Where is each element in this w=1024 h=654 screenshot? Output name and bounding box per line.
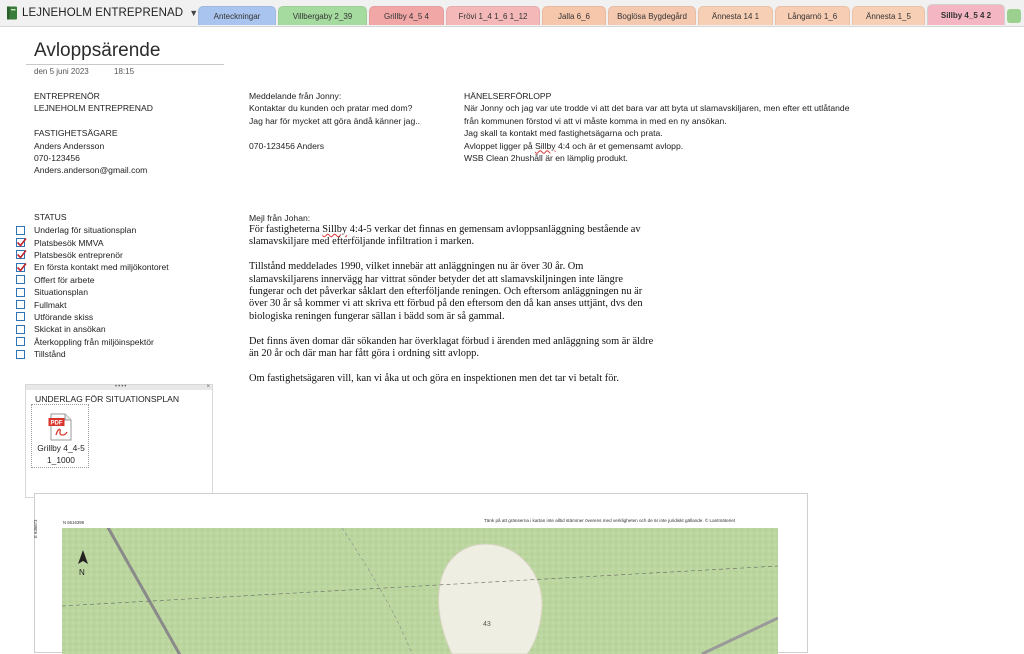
section-tabs xyxy=(198,6,1024,26)
tab-ännesta-1-5[interactable]: Ännesta 1_5 xyxy=(852,6,925,25)
north-label: N xyxy=(79,568,85,577)
email-line xyxy=(249,224,653,236)
map-coordinate-north: N 6616398 xyxy=(63,520,85,525)
status-item[interactable] xyxy=(16,298,169,310)
status-item[interactable] xyxy=(16,249,169,261)
status-item[interactable] xyxy=(16,323,169,335)
entreprenor-name: LEJNEHOLM ENTREPRENAD xyxy=(34,103,153,114)
status-heading: STATUS xyxy=(34,212,67,222)
message-contact: 070-123456 Anders xyxy=(249,140,325,151)
notebook-icon xyxy=(6,6,18,20)
parcel-number: 43 xyxy=(483,621,491,628)
tab-villbergaby-2-39[interactable]: Villbergaby 2_39 xyxy=(278,6,367,25)
email-body[interactable] xyxy=(249,224,653,385)
email-line: Det finns även domar där sökanden har överklagat förbud i ärenden med anläggning som är äldre xyxy=(249,335,654,347)
contacts-block[interactable] xyxy=(34,90,153,177)
history-line: Jag skall ta kontakt med fastighetsägarna och prata. xyxy=(464,128,663,139)
notebook-selector[interactable] xyxy=(6,3,198,23)
checkbox-icon[interactable] xyxy=(16,300,25,309)
svg-text:PDF: PDF xyxy=(50,420,63,427)
email-line: än 20 år och där man har fått göra i ordning sitt avlopp. xyxy=(249,347,479,359)
tab-anteckningar[interactable]: Anteckningar xyxy=(198,6,276,25)
spellcheck-word[interactable]: Sillby xyxy=(535,140,556,151)
history-text: Avloppet ligger på xyxy=(464,140,536,151)
email-line: fungerar och det påverkar såklart den efterföljande reningen. Och eftersom anläggningen nu är xyxy=(249,285,643,297)
email-line: Om fastighetsägaren vill, kan vi åka ut och göra en inspektionen men det tar vi betalt för. xyxy=(249,372,619,384)
container-drag-handle[interactable] xyxy=(26,385,212,390)
message-heading: Meddelande från Jonny: xyxy=(249,91,342,101)
close-icon[interactable]: × xyxy=(206,384,210,390)
checkbox-icon[interactable] xyxy=(16,275,25,284)
attachment-container[interactable] xyxy=(25,384,213,498)
checkbox-icon[interactable] xyxy=(16,312,25,321)
status-item-label: En första kontakt med miljökontoret xyxy=(34,262,169,273)
page-time: 18:15 xyxy=(114,67,135,76)
status-item-label: Platsbesök MMVA xyxy=(34,237,104,248)
status-item-label: Platsbesök entreprenör xyxy=(34,249,123,260)
tab-sillby-4-5-4-2[interactable]: Sillby 4_5 4 2 xyxy=(927,4,1005,25)
history-line-sillby xyxy=(464,140,850,152)
status-item[interactable] xyxy=(16,224,169,236)
tab-ännesta-14-1[interactable]: Ännesta 14 1 xyxy=(698,6,773,25)
email-heading[interactable]: Mejl från Johan: xyxy=(249,213,311,223)
owner-email: Anders.anderson@gmail.com xyxy=(34,165,148,176)
message-line: Jag har för mycket att göra ändå känner jag.. xyxy=(249,115,421,126)
entreprenor-heading: ENTREPRENÖR xyxy=(34,91,100,101)
checkbox-icon[interactable] xyxy=(16,226,25,235)
fastighetsagare-heading: FASTIGHETSÄGARE xyxy=(34,128,118,139)
status-item-label: Tillstånd xyxy=(34,349,66,360)
email-text: 4:4-5 verkar det finnas en gemensam avloppsanläggning bestående av xyxy=(347,224,641,235)
add-section-button[interactable] xyxy=(1007,9,1021,23)
status-item-label: Offert för arbete xyxy=(34,274,95,285)
checkbox-icon[interactable] xyxy=(16,350,25,359)
status-item-label: Underlag för situationsplan xyxy=(34,225,137,236)
status-item-label: Fullmakt xyxy=(34,299,67,310)
owner-name: Anders Andersson xyxy=(34,140,105,151)
status-item-label: Situationsplan xyxy=(34,287,88,298)
status-item[interactable] xyxy=(16,348,169,360)
message-jonny-block[interactable] xyxy=(249,90,420,152)
history-line: från kommunen förstod vi att vi måste komma in med en ny ansökan. xyxy=(464,115,727,126)
checkbox-checked-icon[interactable] xyxy=(16,250,25,259)
map-printout[interactable] xyxy=(34,493,808,653)
page-title[interactable]: Avloppsärende xyxy=(34,40,161,61)
chevron-down-icon: ▼ xyxy=(189,8,199,18)
status-checklist xyxy=(16,224,169,360)
status-item[interactable] xyxy=(16,286,169,298)
page-date: den 5 juni 2023 xyxy=(34,67,89,76)
email-line: Tillstånd meddelades 1990, vilket innebär att anläggningen nu är över 30 år. Om xyxy=(249,261,584,273)
status-item[interactable] xyxy=(16,261,169,273)
owner-phone: 070-123456 xyxy=(34,152,80,163)
map-disclaimer: Tänk på att gränserna i kartan inte alltid stämmer överens med verkligheten och de är inte juridiskt gällande. © Lantmäteriet xyxy=(484,518,736,523)
history-line: WSB Clean 2hushåll är en lämplig produkt. xyxy=(464,152,628,163)
checkbox-icon[interactable] xyxy=(16,288,25,297)
status-item[interactable] xyxy=(16,274,169,286)
email-line: slamavskiljarens innervägg har vittrat sönder betyder det att slamavskiljningen inte längre xyxy=(249,273,623,285)
tab-jalla-6-6[interactable]: Jalla 6_6 xyxy=(542,6,606,25)
tab-långarnö-1-6[interactable]: Långarnö 1_6 xyxy=(775,6,850,25)
tab-frövi-1-4-1-6-1-12[interactable]: Frövi 1_4 1_6 1_12 xyxy=(446,6,540,25)
email-text: För fastigheterna xyxy=(249,224,323,235)
status-item-label: Utförande skiss xyxy=(34,311,94,322)
status-item[interactable] xyxy=(16,336,169,348)
spellcheck-word[interactable]: Sillby xyxy=(322,224,348,235)
terrain-map xyxy=(62,528,778,654)
checkbox-icon[interactable] xyxy=(16,337,25,346)
checkbox-icon[interactable] xyxy=(16,325,25,334)
history-text: 4:4 och är et gemensamt avlopp. xyxy=(555,140,684,151)
message-line: Kontaktar du kunden och pratar med dom? xyxy=(249,103,413,114)
tab-grillby-4-5-4[interactable]: Grillby 4_5 4 xyxy=(369,6,444,25)
email-line: slamavskiljare med efterföljande infiltration i marken. xyxy=(249,236,475,248)
attachment-title: UNDERLAG FÖR SITUATIONSPLAN xyxy=(35,394,180,404)
status-item[interactable] xyxy=(16,236,169,248)
email-line: över 30 år så kommer vi att skriva ett förbud på den eftersom den då kan anses uttjänt, dvs den xyxy=(249,298,643,310)
section-tab-bar xyxy=(0,0,1024,27)
title-divider xyxy=(26,64,224,65)
attachment-file-name: Grillby 4_4-5 1_1000 xyxy=(37,443,85,465)
checkbox-checked-icon[interactable] xyxy=(16,238,25,247)
notebook-title: LEJNEHOLM ENTREPRENAD xyxy=(22,7,184,19)
email-line: biologiska reningen fungerar sällan i bädd som är så gammal. xyxy=(249,310,505,322)
map-coordinate-east: E 636873 xyxy=(33,519,38,538)
drag-grip-icon: •••• xyxy=(115,384,128,390)
pdf-attachment[interactable] xyxy=(31,404,89,468)
history-block[interactable] xyxy=(464,90,850,164)
map-image xyxy=(62,528,778,654)
status-item-label: Återkoppling från miljöinspektör xyxy=(34,336,154,347)
tab-boglösa-bygdegård[interactable]: Boglösa Bygdegård xyxy=(608,6,696,25)
status-item[interactable] xyxy=(16,311,169,323)
history-line: När Jonny och jag var ute trodde vi att det bara var att byta ut slamavskiljaren, men efter ett utlåtande xyxy=(464,103,850,114)
history-heading: HÄNELSERFÖRLOPP xyxy=(464,91,552,101)
checkbox-checked-icon[interactable] xyxy=(16,263,25,272)
status-item-label: Skickat in ansökan xyxy=(34,324,106,335)
